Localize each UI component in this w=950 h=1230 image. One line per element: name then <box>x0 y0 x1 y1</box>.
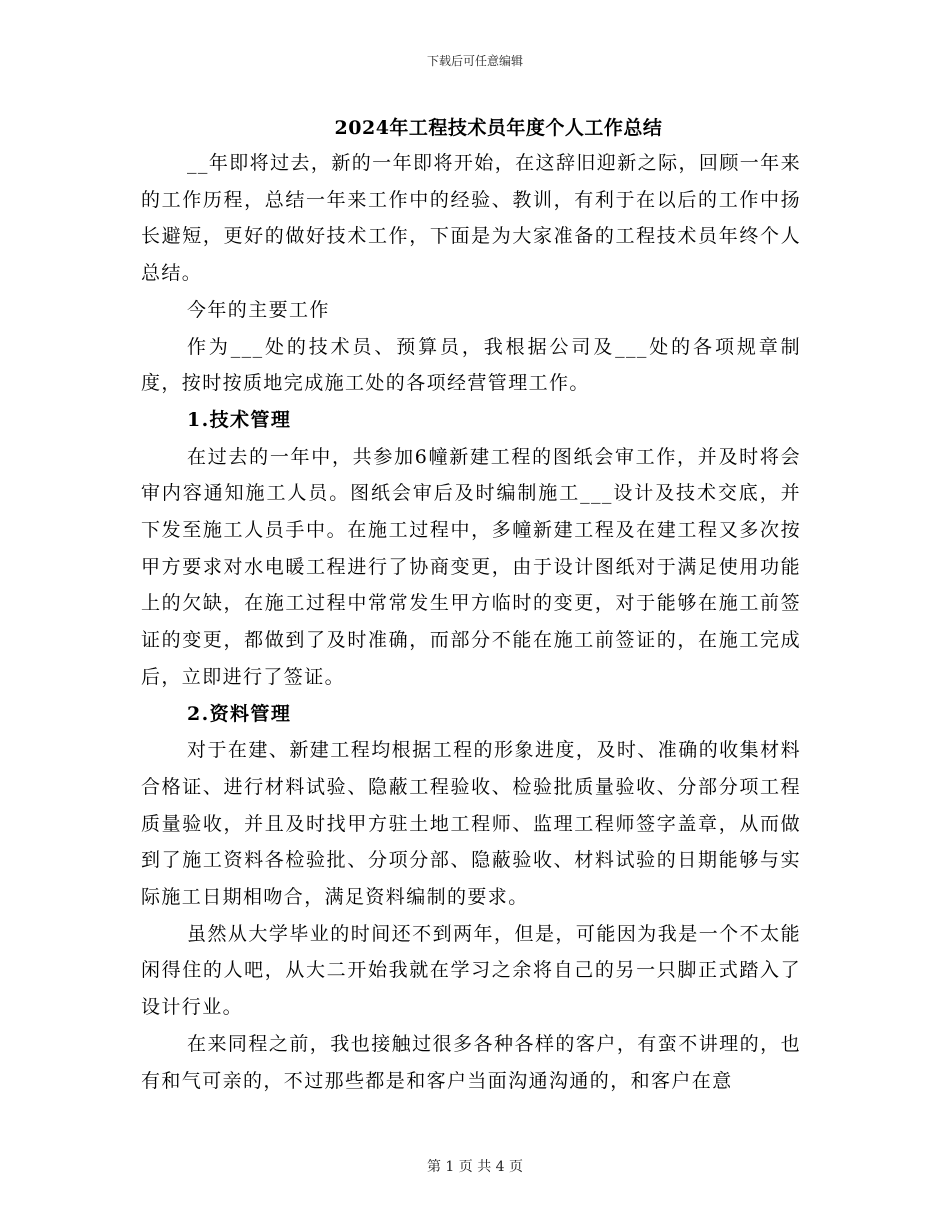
document-body <box>141 145 801 1099</box>
college-paragraph: 虽然从大学毕业的时间还不到两年，但是，可能因为我是一个不太能闲得住的人吧，从大二开始我就在学习之余将自己的另一只脚正式踏入了设计行业。 <box>141 922 801 1019</box>
clients-paragraph: 在来同程之前，我也接触过很多各种各样的客户，有蛮不讲理的，也有和气可亲的，不过那些都是和客户当面沟通沟通的，和客户在意 <box>141 1032 801 1092</box>
technical-paragraph: 在过去的一年中，共参加6幢新建工程的图纸会审工作，并及时将会审内容通知施工人员。图纸会审后及时编制施工___设计及技术交底，并下发至施工人员手中。在施工过程中，多幢新建工程及在建工程又多次按甲方要求对水电暖工程进行了协商变更，由于设计图纸对于满足使用功能上的欠缺，在施工过程中常常发生甲方临时的变更，对于能够在施工前签证的变更，都做到了及时准确，而部分不能在施工前签证的，在施工完成后，立即进行了签证。 <box>141 445 801 688</box>
intro-paragraph: __年即将过去，新的一年即将开始，在这辞旧迎新之际，回顾一年来的工作历程，总结一年来工作中的经验、教训，有利于在以后的工作中扬长避短，更好的做好技术工作，下面是为大家准备的工程技术员年终个人总结。 <box>141 152 801 285</box>
role-paragraph: 作为___处的技术员、预算员，我根据公司及___处的各项规章制度，按时按质地完成施工处的各项经营管理工作。 <box>141 335 801 395</box>
section-heading-documents: 2.资料管理 <box>187 702 292 725</box>
main-work-line: 今年的主要工作 <box>187 298 330 321</box>
header-note: 下载后可任意编辑 <box>426 54 523 68</box>
documents-paragraph: 对于在建、新建工程均根据工程的形象进度，及时、准确的收集材料合格证、进行材料试验、隐蔽工程验收、检验批质量验收、分部分项工程质量验收，并且及时找甲方驻土地工程师、监理工程师签字盖章，从而做到了施工资料各检验批、分项分部、隐蔽验收、材料试验的日期能够与实际施工日期相吻合，满足资料编制的要求。 <box>141 739 801 909</box>
page-footer: 第 1 页 共 4 页 <box>426 1159 524 1175</box>
document-title: 2024年工程技术员年度个人工作总结 <box>334 117 663 139</box>
section-heading-technical: 1.技术管理 <box>187 408 292 431</box>
